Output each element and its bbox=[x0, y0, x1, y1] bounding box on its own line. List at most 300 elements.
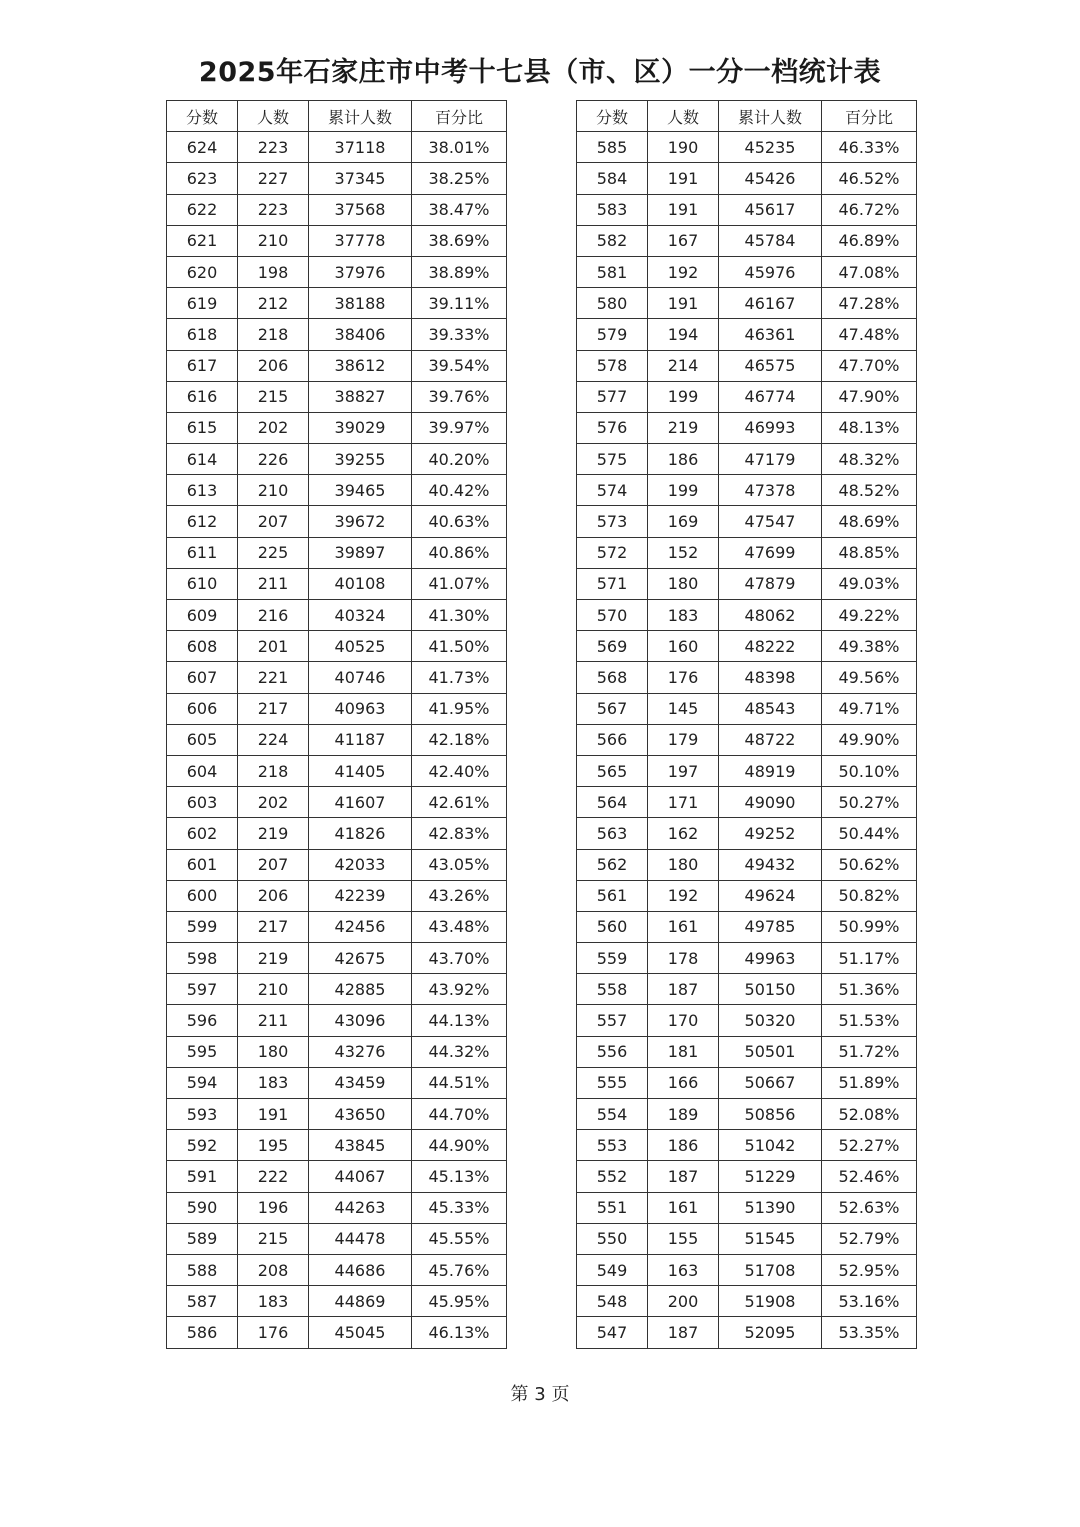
table-row bbox=[577, 350, 917, 381]
table-row bbox=[577, 568, 917, 599]
cell-cumulative: 44478 bbox=[309, 1223, 412, 1254]
cell-count: 169 bbox=[648, 506, 719, 537]
cell-count: 171 bbox=[648, 787, 719, 818]
cell-cumulative: 39465 bbox=[309, 475, 412, 506]
table-row bbox=[167, 662, 507, 693]
cell-score: 551 bbox=[577, 1192, 648, 1223]
cell-cumulative: 50150 bbox=[719, 974, 822, 1005]
cell-cumulative: 51545 bbox=[719, 1223, 822, 1254]
cell-count: 219 bbox=[238, 818, 309, 849]
cell-percent: 48.13% bbox=[822, 412, 917, 443]
cell-count: 145 bbox=[648, 693, 719, 724]
table-row bbox=[167, 568, 507, 599]
cell-percent: 52.27% bbox=[822, 1130, 917, 1161]
cell-percent: 46.13% bbox=[412, 1317, 507, 1348]
cell-score: 613 bbox=[167, 475, 238, 506]
table-row bbox=[577, 974, 917, 1005]
header-percent: 百分比 bbox=[412, 101, 507, 132]
cell-count: 191 bbox=[648, 194, 719, 225]
cell-count: 201 bbox=[238, 631, 309, 662]
cell-count: 202 bbox=[238, 412, 309, 443]
cell-count: 215 bbox=[238, 1223, 309, 1254]
table-row bbox=[167, 132, 507, 163]
header-cumulative: 累计人数 bbox=[309, 101, 412, 132]
table-row bbox=[167, 194, 507, 225]
cell-count: 227 bbox=[238, 163, 309, 194]
cell-percent: 48.85% bbox=[822, 537, 917, 568]
table-row bbox=[577, 1036, 917, 1067]
cell-count: 190 bbox=[648, 132, 719, 163]
cell-cumulative: 50667 bbox=[719, 1067, 822, 1098]
cell-count: 210 bbox=[238, 475, 309, 506]
cell-cumulative: 45976 bbox=[719, 256, 822, 287]
cell-score: 567 bbox=[577, 693, 648, 724]
cell-count: 226 bbox=[238, 444, 309, 475]
cell-score: 619 bbox=[167, 288, 238, 319]
cell-cumulative: 40108 bbox=[309, 568, 412, 599]
cell-percent: 45.76% bbox=[412, 1254, 507, 1285]
cell-count: 223 bbox=[238, 194, 309, 225]
cell-score: 597 bbox=[167, 974, 238, 1005]
cell-cumulative: 40746 bbox=[309, 662, 412, 693]
cell-percent: 50.62% bbox=[822, 849, 917, 880]
cell-score: 593 bbox=[167, 1099, 238, 1130]
table-row bbox=[167, 724, 507, 755]
cell-score: 622 bbox=[167, 194, 238, 225]
cell-percent: 49.03% bbox=[822, 568, 917, 599]
cell-score: 582 bbox=[577, 225, 648, 256]
table-row bbox=[167, 631, 507, 662]
cell-score: 573 bbox=[577, 506, 648, 537]
table-row bbox=[167, 537, 507, 568]
cell-score: 565 bbox=[577, 755, 648, 786]
table-row bbox=[167, 475, 507, 506]
table-row bbox=[167, 506, 507, 537]
cell-cumulative: 46167 bbox=[719, 288, 822, 319]
cell-count: 180 bbox=[238, 1036, 309, 1067]
table-row bbox=[577, 288, 917, 319]
cell-cumulative: 50856 bbox=[719, 1099, 822, 1130]
cell-percent: 39.11% bbox=[412, 288, 507, 319]
cell-count: 189 bbox=[648, 1099, 719, 1130]
cell-cumulative: 45784 bbox=[719, 225, 822, 256]
cell-percent: 40.63% bbox=[412, 506, 507, 537]
cell-percent: 42.40% bbox=[412, 755, 507, 786]
cell-score: 615 bbox=[167, 412, 238, 443]
table-row bbox=[577, 818, 917, 849]
cell-percent: 52.46% bbox=[822, 1161, 917, 1192]
cell-percent: 45.13% bbox=[412, 1161, 507, 1192]
cell-percent: 41.07% bbox=[412, 568, 507, 599]
cell-percent: 46.89% bbox=[822, 225, 917, 256]
cell-score: 595 bbox=[167, 1036, 238, 1067]
cell-cumulative: 40324 bbox=[309, 600, 412, 631]
cell-percent: 39.54% bbox=[412, 350, 507, 381]
cell-percent: 51.53% bbox=[822, 1005, 917, 1036]
cell-percent: 46.33% bbox=[822, 132, 917, 163]
table-row bbox=[577, 849, 917, 880]
cell-score: 608 bbox=[167, 631, 238, 662]
cell-score: 570 bbox=[577, 600, 648, 631]
cell-score: 598 bbox=[167, 943, 238, 974]
header-percent: 百分比 bbox=[822, 101, 917, 132]
table-row bbox=[577, 880, 917, 911]
table-row bbox=[167, 1317, 507, 1348]
cell-score: 578 bbox=[577, 350, 648, 381]
cell-count: 199 bbox=[648, 381, 719, 412]
cell-count: 166 bbox=[648, 1067, 719, 1098]
cell-cumulative: 43650 bbox=[309, 1099, 412, 1130]
page-title: 2025年石家庄市中考十七县（市、区）一分一档统计表 bbox=[198, 57, 882, 88]
cell-count: 199 bbox=[648, 475, 719, 506]
cell-percent: 48.69% bbox=[822, 506, 917, 537]
cell-count: 178 bbox=[648, 943, 719, 974]
table-row bbox=[577, 1099, 917, 1130]
table-row bbox=[577, 412, 917, 443]
table-row bbox=[577, 787, 917, 818]
cell-count: 187 bbox=[648, 1317, 719, 1348]
table-row bbox=[577, 943, 917, 974]
table-row bbox=[577, 381, 917, 412]
cell-percent: 44.70% bbox=[412, 1099, 507, 1130]
cell-count: 191 bbox=[648, 288, 719, 319]
cell-score: 566 bbox=[577, 724, 648, 755]
cell-percent: 39.76% bbox=[412, 381, 507, 412]
cell-count: 208 bbox=[238, 1254, 309, 1285]
cell-cumulative: 45045 bbox=[309, 1317, 412, 1348]
cell-cumulative: 42885 bbox=[309, 974, 412, 1005]
cell-count: 161 bbox=[648, 1192, 719, 1223]
table-row bbox=[167, 1223, 507, 1254]
cell-score: 602 bbox=[167, 818, 238, 849]
table-row bbox=[577, 631, 917, 662]
cell-count: 219 bbox=[238, 943, 309, 974]
table-row bbox=[577, 444, 917, 475]
table-row bbox=[167, 1161, 507, 1192]
cell-percent: 38.01% bbox=[412, 132, 507, 163]
cell-count: 210 bbox=[238, 974, 309, 1005]
table-row bbox=[577, 1067, 917, 1098]
table-row bbox=[167, 849, 507, 880]
cell-score: 555 bbox=[577, 1067, 648, 1098]
cell-score: 569 bbox=[577, 631, 648, 662]
cell-score: 558 bbox=[577, 974, 648, 1005]
score-table-right bbox=[576, 100, 917, 1349]
cell-count: 155 bbox=[648, 1223, 719, 1254]
table-row bbox=[577, 225, 917, 256]
cell-count: 183 bbox=[648, 600, 719, 631]
cell-score: 574 bbox=[577, 475, 648, 506]
cell-percent: 42.83% bbox=[412, 818, 507, 849]
cell-cumulative: 44686 bbox=[309, 1254, 412, 1285]
cell-cumulative: 50320 bbox=[719, 1005, 822, 1036]
cell-score: 564 bbox=[577, 787, 648, 818]
cell-cumulative: 45235 bbox=[719, 132, 822, 163]
cell-percent: 48.32% bbox=[822, 444, 917, 475]
cell-cumulative: 48398 bbox=[719, 662, 822, 693]
cell-score: 617 bbox=[167, 350, 238, 381]
table-row bbox=[577, 1223, 917, 1254]
cell-score: 549 bbox=[577, 1254, 648, 1285]
table-row bbox=[167, 755, 507, 786]
cell-percent: 50.44% bbox=[822, 818, 917, 849]
cell-percent: 45.55% bbox=[412, 1223, 507, 1254]
cell-count: 181 bbox=[648, 1036, 719, 1067]
cell-score: 586 bbox=[167, 1317, 238, 1348]
cell-count: 176 bbox=[238, 1317, 309, 1348]
cell-percent: 51.36% bbox=[822, 974, 917, 1005]
cell-score: 554 bbox=[577, 1099, 648, 1130]
cell-count: 212 bbox=[238, 288, 309, 319]
cell-percent: 50.82% bbox=[822, 880, 917, 911]
table-row bbox=[577, 1317, 917, 1348]
cell-score: 612 bbox=[167, 506, 238, 537]
cell-count: 179 bbox=[648, 724, 719, 755]
cell-percent: 50.27% bbox=[822, 787, 917, 818]
cell-percent: 44.13% bbox=[412, 1005, 507, 1036]
table-row bbox=[167, 1130, 507, 1161]
cell-score: 614 bbox=[167, 444, 238, 475]
cell-count: 186 bbox=[648, 1130, 719, 1161]
cell-percent: 47.90% bbox=[822, 381, 917, 412]
cell-score: 550 bbox=[577, 1223, 648, 1254]
cell-count: 223 bbox=[238, 132, 309, 163]
cell-score: 561 bbox=[577, 880, 648, 911]
cell-percent: 38.89% bbox=[412, 256, 507, 287]
cell-count: 197 bbox=[648, 755, 719, 786]
cell-count: 206 bbox=[238, 880, 309, 911]
cell-percent: 52.08% bbox=[822, 1099, 917, 1130]
cell-cumulative: 39897 bbox=[309, 537, 412, 568]
table-row bbox=[167, 600, 507, 631]
cell-count: 211 bbox=[238, 568, 309, 599]
cell-cumulative: 42675 bbox=[309, 943, 412, 974]
cell-count: 195 bbox=[238, 1130, 309, 1161]
cell-percent: 46.52% bbox=[822, 163, 917, 194]
cell-score: 606 bbox=[167, 693, 238, 724]
cell-score: 618 bbox=[167, 319, 238, 350]
cell-count: 176 bbox=[648, 662, 719, 693]
table-row bbox=[167, 911, 507, 942]
cell-cumulative: 42033 bbox=[309, 849, 412, 880]
cell-percent: 47.70% bbox=[822, 350, 917, 381]
cell-score: 572 bbox=[577, 537, 648, 568]
cell-score: 587 bbox=[167, 1286, 238, 1317]
cell-count: 224 bbox=[238, 724, 309, 755]
cell-score: 547 bbox=[577, 1317, 648, 1348]
cell-count: 180 bbox=[648, 568, 719, 599]
cell-percent: 42.18% bbox=[412, 724, 507, 755]
cell-percent: 39.33% bbox=[412, 319, 507, 350]
cell-cumulative: 41607 bbox=[309, 787, 412, 818]
cell-count: 191 bbox=[238, 1099, 309, 1130]
cell-cumulative: 38188 bbox=[309, 288, 412, 319]
cell-score: 589 bbox=[167, 1223, 238, 1254]
table-row bbox=[167, 1099, 507, 1130]
cell-cumulative: 49963 bbox=[719, 943, 822, 974]
cell-count: 162 bbox=[648, 818, 719, 849]
cell-score: 609 bbox=[167, 600, 238, 631]
cell-percent: 44.51% bbox=[412, 1067, 507, 1098]
cell-count: 218 bbox=[238, 319, 309, 350]
cell-count: 219 bbox=[648, 412, 719, 443]
cell-percent: 38.47% bbox=[412, 194, 507, 225]
cell-percent: 45.33% bbox=[412, 1192, 507, 1223]
table-row bbox=[577, 662, 917, 693]
cell-cumulative: 51708 bbox=[719, 1254, 822, 1285]
cell-cumulative: 51229 bbox=[719, 1161, 822, 1192]
cell-cumulative: 48222 bbox=[719, 631, 822, 662]
score-table-left bbox=[166, 100, 507, 1349]
cell-percent: 43.70% bbox=[412, 943, 507, 974]
table-row bbox=[167, 444, 507, 475]
cell-cumulative: 43276 bbox=[309, 1036, 412, 1067]
cell-cumulative: 40525 bbox=[309, 631, 412, 662]
table-row bbox=[577, 319, 917, 350]
cell-count: 200 bbox=[648, 1286, 719, 1317]
cell-score: 585 bbox=[577, 132, 648, 163]
cell-score: 591 bbox=[167, 1161, 238, 1192]
cell-cumulative: 44067 bbox=[309, 1161, 412, 1192]
cell-count: 183 bbox=[238, 1286, 309, 1317]
header-count: 人数 bbox=[238, 101, 309, 132]
cell-percent: 43.05% bbox=[412, 849, 507, 880]
table-row bbox=[577, 506, 917, 537]
cell-percent: 38.69% bbox=[412, 225, 507, 256]
cell-percent: 53.16% bbox=[822, 1286, 917, 1317]
cell-percent: 43.48% bbox=[412, 911, 507, 942]
cell-score: 577 bbox=[577, 381, 648, 412]
cell-score: 580 bbox=[577, 288, 648, 319]
table-row bbox=[577, 1005, 917, 1036]
cell-score: 584 bbox=[577, 163, 648, 194]
table-row bbox=[577, 911, 917, 942]
cell-cumulative: 48543 bbox=[719, 693, 822, 724]
cell-score: 620 bbox=[167, 256, 238, 287]
cell-percent: 40.42% bbox=[412, 475, 507, 506]
table-row bbox=[167, 256, 507, 287]
cell-percent: 49.90% bbox=[822, 724, 917, 755]
cell-count: 161 bbox=[648, 911, 719, 942]
cell-score: 559 bbox=[577, 943, 648, 974]
cell-score: 562 bbox=[577, 849, 648, 880]
cell-cumulative: 42239 bbox=[309, 880, 412, 911]
cell-percent: 52.95% bbox=[822, 1254, 917, 1285]
cell-cumulative: 41405 bbox=[309, 755, 412, 786]
cell-cumulative: 47547 bbox=[719, 506, 822, 537]
table-row bbox=[577, 1254, 917, 1285]
table-body-right bbox=[577, 132, 917, 1348]
cell-cumulative: 48919 bbox=[719, 755, 822, 786]
cell-score: 605 bbox=[167, 724, 238, 755]
cell-percent: 49.38% bbox=[822, 631, 917, 662]
cell-percent: 53.35% bbox=[822, 1317, 917, 1348]
cell-cumulative: 37568 bbox=[309, 194, 412, 225]
table-row bbox=[167, 1036, 507, 1067]
table-header-row bbox=[577, 101, 917, 132]
table-row bbox=[167, 880, 507, 911]
header-count: 人数 bbox=[648, 101, 719, 132]
cell-percent: 44.32% bbox=[412, 1036, 507, 1067]
cell-cumulative: 49432 bbox=[719, 849, 822, 880]
cell-score: 560 bbox=[577, 911, 648, 942]
cell-percent: 38.25% bbox=[412, 163, 507, 194]
table-row bbox=[577, 537, 917, 568]
cell-count: 222 bbox=[238, 1161, 309, 1192]
cell-cumulative: 40963 bbox=[309, 693, 412, 724]
cell-cumulative: 38406 bbox=[309, 319, 412, 350]
cell-count: 206 bbox=[238, 350, 309, 381]
cell-percent: 42.61% bbox=[412, 787, 507, 818]
cell-score: 581 bbox=[577, 256, 648, 287]
table-row bbox=[577, 755, 917, 786]
cell-cumulative: 45617 bbox=[719, 194, 822, 225]
cell-cumulative: 41826 bbox=[309, 818, 412, 849]
cell-count: 192 bbox=[648, 256, 719, 287]
table-row bbox=[167, 974, 507, 1005]
table-row bbox=[577, 475, 917, 506]
cell-count: 167 bbox=[648, 225, 719, 256]
cell-count: 187 bbox=[648, 974, 719, 1005]
cell-count: 163 bbox=[648, 1254, 719, 1285]
cell-cumulative: 51908 bbox=[719, 1286, 822, 1317]
cell-cumulative: 37778 bbox=[309, 225, 412, 256]
table-row bbox=[577, 194, 917, 225]
cell-score: 610 bbox=[167, 568, 238, 599]
page-number: 第 3 页 bbox=[510, 1384, 570, 1405]
cell-score: 590 bbox=[167, 1192, 238, 1223]
cell-score: 623 bbox=[167, 163, 238, 194]
cell-percent: 45.95% bbox=[412, 1286, 507, 1317]
cell-score: 563 bbox=[577, 818, 648, 849]
cell-cumulative: 47378 bbox=[719, 475, 822, 506]
table-row bbox=[167, 1254, 507, 1285]
cell-score: 603 bbox=[167, 787, 238, 818]
cell-cumulative: 47879 bbox=[719, 568, 822, 599]
table-row bbox=[167, 288, 507, 319]
cell-cumulative: 48062 bbox=[719, 600, 822, 631]
cell-percent: 47.08% bbox=[822, 256, 917, 287]
cell-count: 217 bbox=[238, 693, 309, 724]
cell-score: 576 bbox=[577, 412, 648, 443]
cell-percent: 41.30% bbox=[412, 600, 507, 631]
cell-count: 160 bbox=[648, 631, 719, 662]
cell-cumulative: 38612 bbox=[309, 350, 412, 381]
cell-count: 180 bbox=[648, 849, 719, 880]
cell-cumulative: 45426 bbox=[719, 163, 822, 194]
cell-cumulative: 49252 bbox=[719, 818, 822, 849]
table-row bbox=[167, 225, 507, 256]
cell-cumulative: 51042 bbox=[719, 1130, 822, 1161]
cell-count: 202 bbox=[238, 787, 309, 818]
cell-score: 604 bbox=[167, 755, 238, 786]
cell-cumulative: 50501 bbox=[719, 1036, 822, 1067]
cell-cumulative: 44869 bbox=[309, 1286, 412, 1317]
cell-percent: 46.72% bbox=[822, 194, 917, 225]
cell-cumulative: 46993 bbox=[719, 412, 822, 443]
cell-score: 621 bbox=[167, 225, 238, 256]
cell-score: 601 bbox=[167, 849, 238, 880]
table-row bbox=[577, 163, 917, 194]
cell-score: 556 bbox=[577, 1036, 648, 1067]
cell-percent: 49.56% bbox=[822, 662, 917, 693]
cell-percent: 52.79% bbox=[822, 1223, 917, 1254]
cell-percent: 47.28% bbox=[822, 288, 917, 319]
cell-count: 216 bbox=[238, 600, 309, 631]
cell-count: 191 bbox=[648, 163, 719, 194]
cell-count: 221 bbox=[238, 662, 309, 693]
cell-score: 552 bbox=[577, 1161, 648, 1192]
